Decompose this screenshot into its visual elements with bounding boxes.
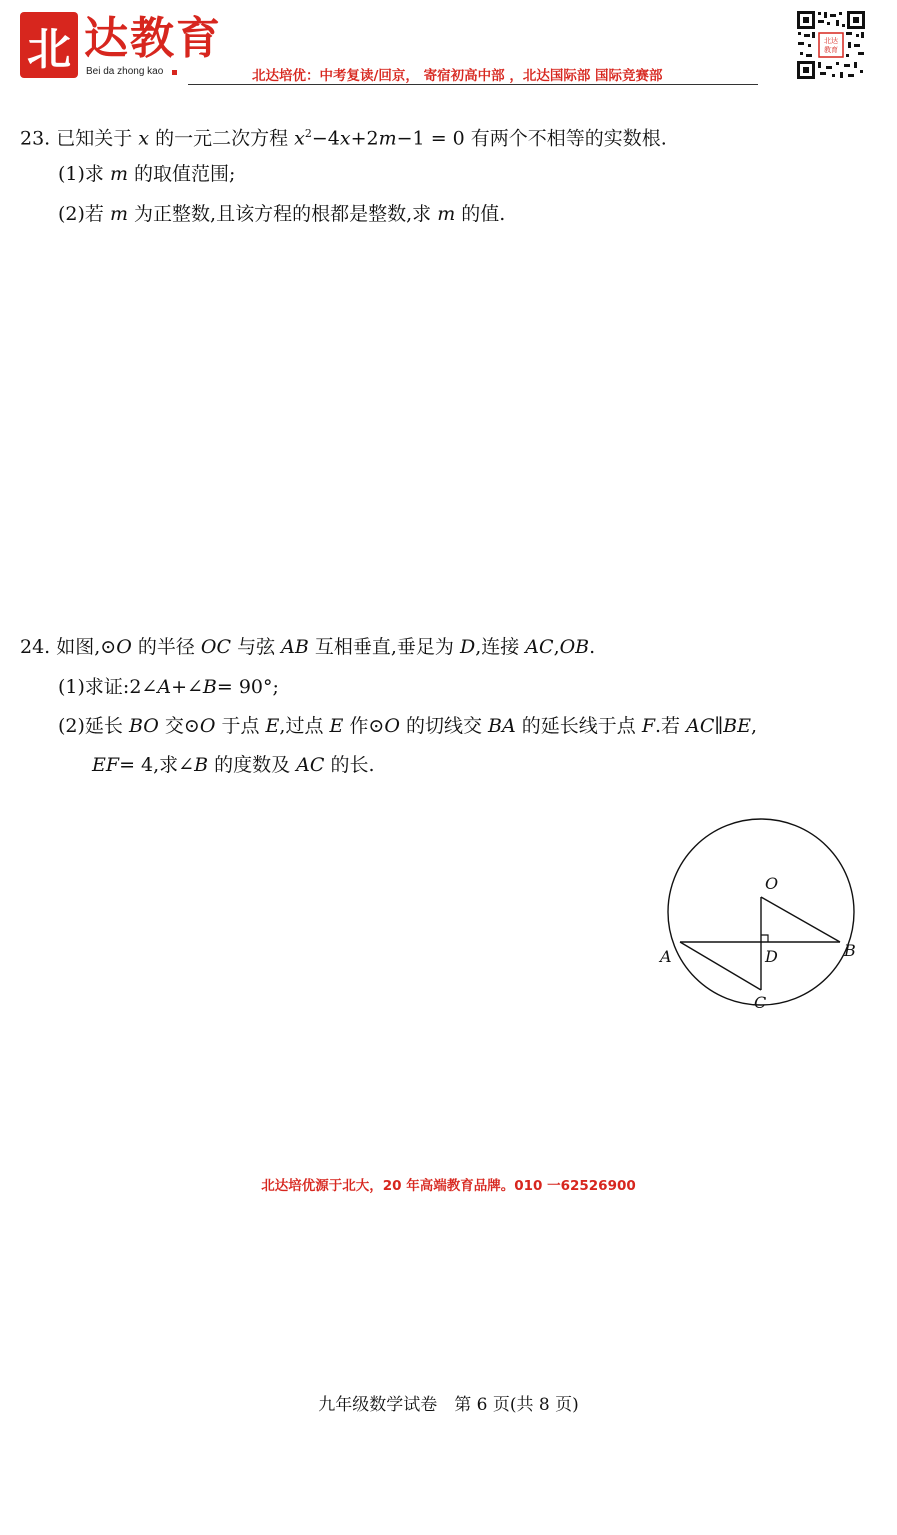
segment-ob: [761, 897, 840, 942]
qr-center-label: 北达: [824, 37, 838, 45]
q24-part2-cont: EF= 4,求∠B 的度数及 AC 的长.: [92, 754, 375, 776]
q24-part1: (1)求证:2∠A+∠B= 90°;: [58, 676, 279, 698]
q23-part1: (1)求 m 的取值范围;: [58, 163, 236, 185]
qr-code-icon: [796, 10, 866, 80]
q24-part2: (2)延长 BO 交⊙O 于点 E,过点 E 作⊙O 的切线交 BA 的延长线于点 F.若 AC∥BE,: [58, 715, 758, 737]
logo-mark: 北: [20, 12, 78, 78]
logo-dot: [172, 70, 177, 75]
label-o: O: [765, 874, 779, 893]
q23-part2: (2)若 m 为正整数,且该方程的根都是整数,求 m 的值.: [58, 203, 506, 225]
logo-wordmark: 达教育: [84, 13, 222, 64]
label-d: D: [765, 947, 778, 966]
svg-text:教育: 教育: [824, 46, 838, 54]
label-c: C: [754, 993, 767, 1012]
right-angle-mark: [761, 935, 768, 942]
label-b: B: [844, 941, 856, 960]
segment-ac: [680, 942, 761, 990]
circle-geometry-figure: [640, 800, 880, 1030]
header-slogan: 北达培优：中考复读/回京， 寄宿初高中部 ，北达国际部 国际竞赛部: [252, 68, 663, 84]
q23-stem: 23. 已知关于 x 的一元二次方程 $x^2-4x+2m-1 = 0$ 有两个不相等的实数根.: [20, 127, 667, 150]
label-a: A: [660, 947, 672, 966]
q24-stem: 24. 如图,⊙O 的半径 OC 与弦 AB 互相垂直,垂足为 D,连接 AC,OB.: [20, 636, 596, 658]
logo-subtitle: Bei da zhong kao: [86, 66, 164, 77]
promo-line: 北达培优源于北大，20 年高端教育品牌。010 一62526900: [261, 1178, 636, 1194]
page-footer: 九年级数学试卷 第 6 页(共 8 页): [318, 1395, 579, 1415]
header-divider: [188, 84, 758, 85]
